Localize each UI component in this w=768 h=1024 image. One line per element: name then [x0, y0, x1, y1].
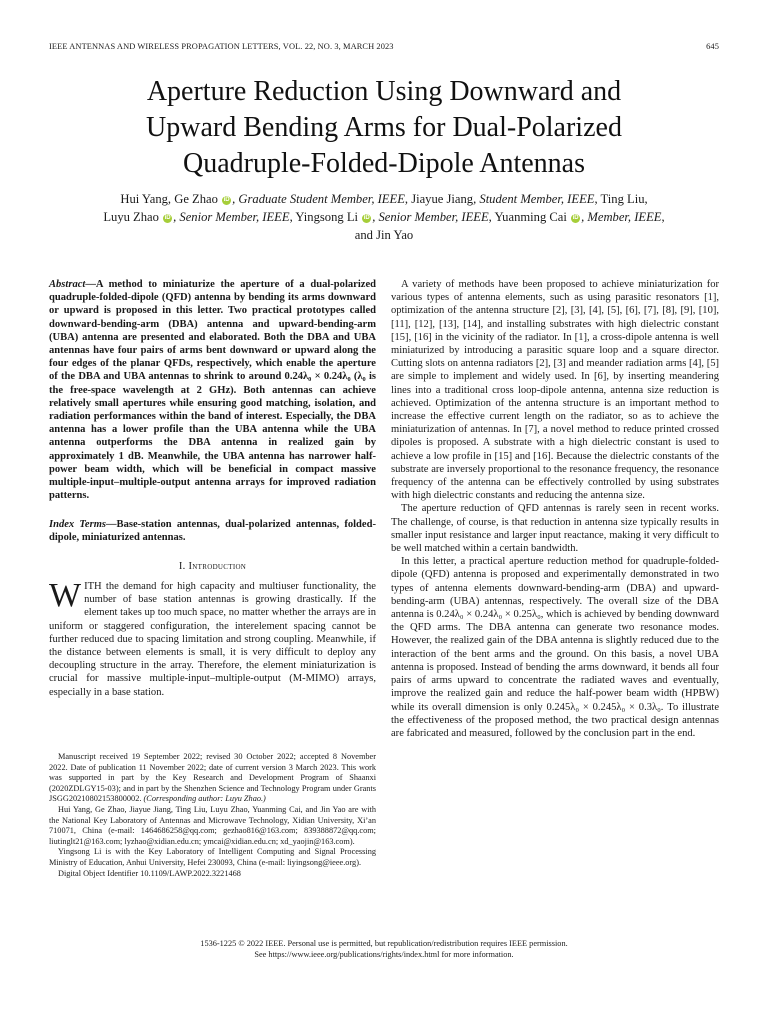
footnote-manuscript [49, 752, 376, 805]
footnotes [49, 752, 376, 879]
drop-cap: W [49, 577, 82, 614]
author-name: , Jiayue Jiang [404, 192, 474, 206]
copyright-notice [49, 938, 719, 960]
author-name: , Yingsong Li [289, 210, 359, 224]
abstract [49, 278, 376, 502]
page-number: 645 [706, 42, 719, 51]
index-terms-text: —Base-station antennas, dual-polarized antennas, folded-dipole, miniaturized antennas. [49, 519, 376, 544]
author-name: , Ting Liu, [594, 192, 648, 206]
title-line: Upward Bending Arms for Dual-Polarized [146, 112, 622, 143]
author-line [50, 190, 718, 208]
author-affiliation-role: , Graduate Student Member, IEEE [232, 192, 405, 206]
author-line [50, 208, 718, 226]
author-punct: , [661, 210, 665, 224]
footnote-affiliation: Hui Yang, Ge Zhao, Jiayue Jiang, Ting Liu, Luyu Zhao, Yuanming Cai, and Jin Yao are with the National Key Laboratory of Antennas and Microwave Technology, Xidian University, Xi’an 710071, China (e-mail: 1464686258@qq.com; gezhao816@163.com; 839388872@qq.com; liutinglt21@163.com; lyzhao@xidian.edu.cn; ymcai@xidian.edu.cn; xd_yaojin@163.com). [49, 804, 376, 846]
abstract-text: —A method to miniaturize the aperture of a dual-polarized quadruple-folded-dipole (QFD) antenna by bending its arms downward or upward is proposed in this letter. Two practical prototypes called downward-bending-arm (DBA) antenna and upward-bending-arm (UBA) antenna are presented and elaborated. Both the DBA and UBA antennas have four pairs of arms bent downward or upward along the four edges of the planar QFDs, respectively, which enable the aperture of the DBA and UBA antennas to shrink to around 0.24λ₀ × 0.24λ₀ (λ₀ is the free-space wavelength at 2 GHz). Both antennas can achieve relatively small apertures while ensuring good matching, isolation, and radiation performances within the band of interest. Especially, the DBA antenna has a lower profile than the UBA antenna while the UBA antenna outperforms the DBA antenna in realized gain by approximately 1 dB. Meanwhile, the UBA antenna has narrower half-power beam width, which will be beneficial in compact massive multiple-input–multiple-output antenna arrays for improved radiation patterns. [49, 279, 376, 502]
abstract-label: Abstract [49, 279, 86, 290]
orcid-icon[interactable]: iD [363, 215, 370, 221]
footnote-text: Manuscript received 19 September 2022; revised 30 October 2022; accepted 8 November 2022. Date of publication 11 November 2022; date of current version 3 March 2023. This work was supported in part by the Key Research and Development Program of Shaanxi (2020ZDLGY15-03); and in part by the Shenzhen Science and Technology Program under Grants JSGG20210802153800002. [49, 752, 376, 804]
section-title: Introduction [188, 561, 247, 572]
title-line: Aperture Reduction Using Downward and [146, 76, 622, 107]
intro-text: ITH the demand for high capacity and multiuser functionality, the number of base station antennas is growing drastically. If the element takes up too much space, no matter whether the arrays are in uniform or staggered configuration, the interelement spacing cannot be further reduced due to spacing limitation and strong coupling. Meanwhile, if the distance between elements is small, it is very difficult to deploy any decoupling structure in the array. Therefore, the element miniaturization is crucial for massive multiple-input–multiple-output (M-MIMO) arrays, especially in a base station. [49, 581, 376, 698]
introduction-body [49, 577, 376, 699]
author-name: , Yuanming Cai [488, 210, 567, 224]
copyright-line: 1536-1225 © 2022 IEEE. Personal use is permitted, but republication/redistribution requires IEEE permission. [200, 939, 568, 948]
author-name: and Jin Yao [354, 228, 414, 242]
paragraph: In this letter, a practical aperture reduction method for quadruple-folded-dipole (QFD) antenna is proposed and experimentally demonstrated in two types of antenna elements downward-bending-arm (DBA) and upward-bending-arm (UBA) antennas, respectively. The overall size of the DBA antenna is 0.24λ₀ × 0.24λ₀ × 0.25λ₀, which is achieved by bending downward the QFD arms. The DBA antenna can generate two resonance modes. However, the realized gain of the DBA antenna is slightly reduced due to the interaction of the bent arms and the ground. On this basis, a novel UBA antenna is proposed. Instead of bending the arms downward, it bends all four pairs of arms upward to concentrate the radiated waves and eventually, improve the realized gain and reduce the half-power beam width (HPBW) while its overall dimension is only 0.245λ₀ × 0.245λ₀ × 0.3λ₀. To illustrate the effectiveness of the proposed method, the two practical design antennas are fabricated and measured, followed by the conclusion part in the end. [391, 556, 719, 739]
author-name: Luyu Zhao [103, 210, 159, 224]
orcid-icon[interactable]: iD [572, 215, 579, 221]
section-heading [49, 561, 376, 572]
paragraph: The aperture reduction of QFD antennas is rarely seen in recent works. The challenge, of course, is that reduction in antenna size typically results in smaller input resistance and larger input reactance, making it very difficult to be well matched within a certain bandwidth. [391, 503, 719, 555]
section-number: I. [178, 561, 189, 572]
title-line: Quadruple-Folded-Dipole Antennas [182, 148, 586, 179]
index-terms [49, 518, 376, 544]
paragraph: A variety of methods have been proposed to achieve miniaturization for various types of antenna elements, such as using parasitic resonators [1], optimization of the antenna structure [2], [3], [4], [5], [6], [7], [8], [9], [10], [11], [12], [13], [14], and installing substrates with high dielectric constant [15], [16] in the vicinity of the radiator. In [1], a cross-dipole antenna is well miniaturized by introducing a parasitic square loop and a square director. Cutting slots on antenna radiators [2], [3] and meander radiation arms [4], [5] are simple to implement and widely used. In [6], by inserting meandering lines into a traditional cross loop-dipole antenna, antenna size reduction is achieved. Optimization of the antenna structure is an important method to increase the effective current length on the radiator, so as to achieve the miniaturization of antennas. In [7], a novel method to reduce printed crossed dipoles is proposed. A substrate with a high dielectric constant is used to achieve a low profile in [15] and [16]. Because the dielectric constants of the substrate are inversely proportional to the resonance frequency, the resonance frequency of the antenna can be effectively controlled by using substrates with high dielectric constants and reducing the antenna size. [391, 279, 719, 502]
corresponding-author: (Corresponding author: Luyu Zhao.) [143, 794, 266, 804]
doi-link[interactable]: Digital Object Identifier 10.1109/LAWP.2022.3221468 [58, 868, 241, 878]
author-name: Hui Yang, Ge Zhao [120, 192, 218, 206]
author-affiliation-role: , Senior Member, IEEE [173, 210, 290, 224]
right-column-body [391, 278, 719, 740]
author-line [50, 226, 718, 244]
author-affiliation-role: , Member, IEEE [581, 210, 662, 224]
author-affiliation-role: , Senior Member, IEEE [372, 210, 489, 224]
running-header [49, 42, 719, 56]
author-affiliation-role: , Student Member, IEEE [473, 192, 595, 206]
orcid-icon[interactable]: iD [223, 197, 230, 203]
index-terms-label: Index Terms [49, 519, 106, 530]
journal-citation: IEEE ANTENNAS AND WIRELESS PROPAGATION LETTERS, VOL. 22, NO. 3, MARCH 2023 [49, 42, 394, 51]
author-list [50, 190, 718, 244]
footnote-affiliation: Yingsong Li is with the Key Laboratory of Intelligent Computing and Signal Processing Ministry of Education, Anhui University, Hefei 230093, China (e-mail: liyingsong@ieee.org). [49, 847, 376, 867]
paper-title [60, 74, 708, 182]
orcid-icon[interactable]: iD [164, 215, 171, 221]
rights-link[interactable]: See https://www.ieee.org/publications/rights/index.html for more information. [254, 950, 514, 959]
